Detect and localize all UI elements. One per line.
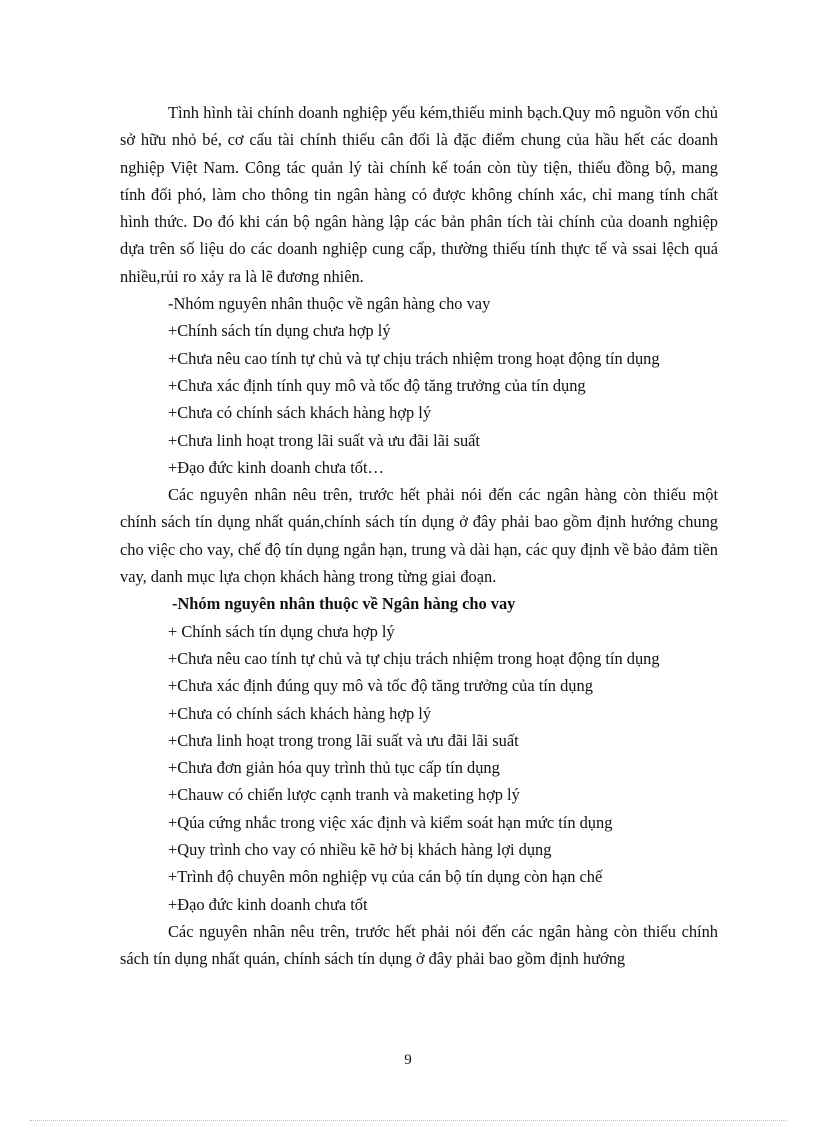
list-item: +Chưa xác định đúng quy mô và tốc độ tăng trưởng của tín dụng xyxy=(168,676,593,696)
list-item: +Qúa cứng nhắc trong việc xác định và kiểm soát hạn mức tín dụng xyxy=(168,812,613,832)
list-item: +Chưa nêu cao tính tự chủ và tự chịu trách nhiệm trong hoạt động tín dụng xyxy=(168,348,660,368)
document-body xyxy=(120,99,718,973)
list-item: + Chính sách tín dụng chưa hợp lý xyxy=(168,621,395,641)
list-item: +Chưa linh hoạt trong trong lãi suất và ưu đãi lãi suất xyxy=(168,730,519,750)
page-number: 9 xyxy=(404,1052,412,1068)
list-item: +Chưa nêu cao tính tự chủ và tự chịu trách nhiệm trong hoạt động tín dụng xyxy=(168,648,660,668)
page-bottom-divider xyxy=(30,1120,786,1121)
list-item: +Đạo đức kinh doanh chưa tốt… xyxy=(168,457,384,477)
paragraph-causes-credit-policy: Các nguyên nhân nêu trên, trước hết phải nói đến các ngân hàng còn thiếu một chính sách tín dụng nhất quán,chính sách tín dụng ở đây phải bao gồm định hướng chung cho việc cho vay, chế độ tín dụng ngắn hạn, trung và dài hạn, các quy định về bảo đảm tiền vay, danh mục lựa chọn khách hàng trong từng giai đoạn. xyxy=(120,485,718,587)
paragraph-causes-continued: Các nguyên nhân nêu trên, trước hết phải nói đến các ngân hàng còn thiếu chính sách tín dụng nhất quán, chính sách tín dụng ở đây phải bao gồm định hướng xyxy=(120,921,718,969)
list-item: +Chưa có chính sách khách hàng hợp lý xyxy=(168,703,432,723)
list-item: +Đạo đức kinh doanh chưa tốt xyxy=(168,894,368,914)
list-item: +Trình độ chuyên môn nghiệp vụ của cán bộ tín dụng còn hạn chế xyxy=(168,867,603,887)
group-1-heading: -Nhóm nguyên nhân thuộc về ngân hàng cho vay xyxy=(168,294,491,314)
list-item: +Chưa xác định tính quy mô và tốc độ tăng trưởng của tín dụng xyxy=(168,375,586,395)
group-2-heading: -Nhóm nguyên nhân thuộc về Ngân hàng cho vay xyxy=(172,594,516,614)
list-item: +Chưa đơn giản hóa quy trình thủ tục cấp tín dụng xyxy=(168,758,500,778)
paragraph-financial-situation: Tình hình tài chính doanh nghiệp yếu kém,thiếu minh bạch.Quy mô nguồn vốn chủ sở hữu nhỏ bé, cơ cấu tài chính thiếu cân đối là đặc điểm chung của hầu hết các doanh nghiệp Việt Nam. Công tác quản lý tài chính kế toán còn tùy tiện, thiếu đồng bộ, mang tính đối phó, làm cho thông tin ngân hàng có được không chính xác, chỉ mang tính chất hình thức. Do đó khi cán bộ ngân hàng lập các bản phân tích tài chính của doanh nghiệp dựa trên số liệu do các doanh nghiệp cung cấp, thường thiếu tính thực tế và ssai lệch quá nhiều,rủi ro xảy ra là lẽ đương nhiên. xyxy=(120,103,718,286)
list-item: +Chauw có chiến lược cạnh tranh và maketing hợp lý xyxy=(168,785,520,805)
list-item: +Quy trình cho vay có nhiều kẽ hở bị khách hàng lợi dụng xyxy=(168,840,552,860)
list-item: +Chưa có chính sách khách hàng hợp lý xyxy=(168,403,432,423)
list-item: +Chưa linh hoạt trong lãi suất và ưu đãi lãi suất xyxy=(168,430,480,450)
list-item: +Chính sách tín dụng chưa hợp lý xyxy=(168,321,391,341)
